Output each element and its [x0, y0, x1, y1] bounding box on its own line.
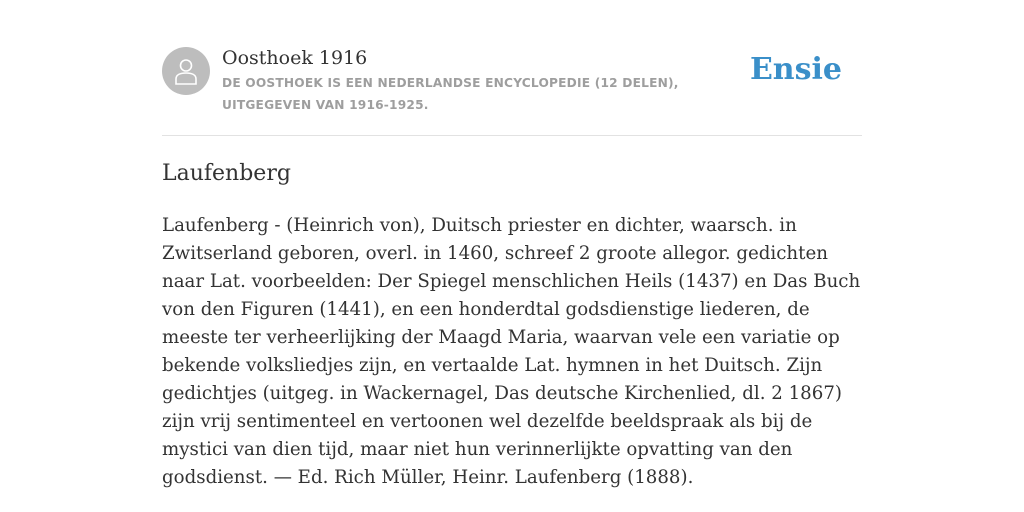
source-description: DE OOSTHOEK IS EEN NEDERLANDSE ENCYCLOPEDIE (12 DELEN), UITGEGEVEN VAN 1916-1925.	[222, 76, 679, 112]
entry-body: Laufenberg - (Heinrich von), Duitsch priester en dichter, waarsch. in Zwitserland geboren, overl. in 1460, schreef 2 groote allegor. gedichten naar Lat. voorbeelden: Der Spiegel menschlichen Heils (1437) en Das Buch von den Figuren (1441), en een honderdtal godsdienstige liederen, de meeste ter verheerlijking der Maagd Maria, waarvan vele een variatie op bekende volksliedjes zijn, en vertaalde Lat. hymnen in het Duitsch. Zijn gedichtjes (uitgeg. in Wackernagel, Das deutsche Kirchenlied, dl. 2 1867) zijn vrij sentimenteel en vertoonen wel dezelfde beeldspraak als bij de mystici van dien tijd, maar niet hun verinnerlijkte opvatting van den godsdienst. — Ed. Rich Müller, Heinr. Laufenberg (1888).	[162, 215, 861, 488]
source-title[interactable]: Oosthoek 1916	[222, 47, 368, 69]
divider	[162, 135, 862, 136]
source-header	[162, 46, 862, 116]
avatar[interactable]	[162, 47, 210, 95]
user-icon	[174, 57, 198, 85]
entry-title: Laufenberg	[162, 161, 291, 186]
brand-logo-link[interactable]: Ensie	[749, 52, 842, 87]
